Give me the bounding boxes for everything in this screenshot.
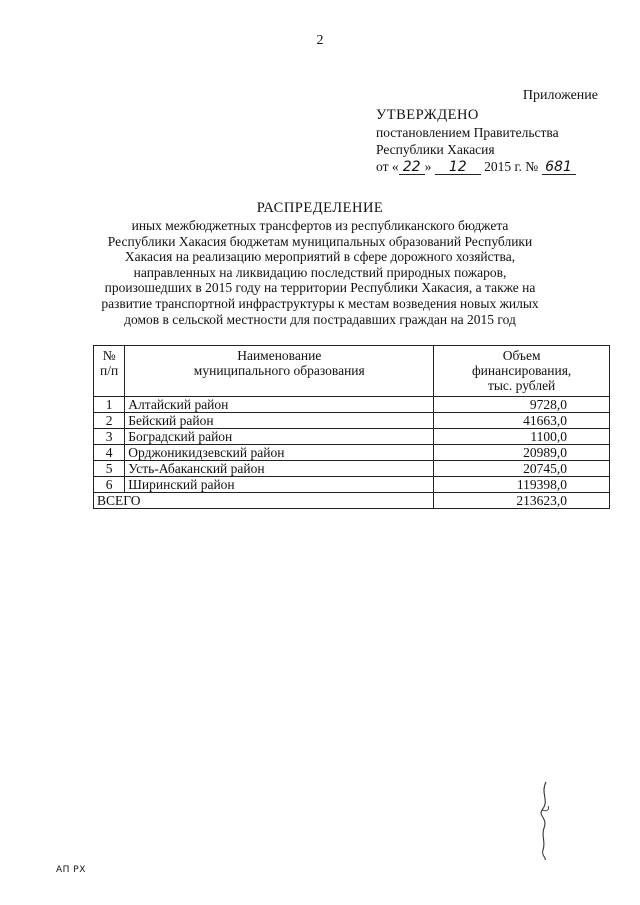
stamp-text: АП РХ [56,865,86,875]
row-name: Усть-Абаканский район [125,461,434,477]
table-body [94,397,610,509]
row-name: Бейский район [125,413,434,429]
date-prefix: от « [376,159,399,174]
document-description: иных межбюджетных трансфертов из республиканского бюджета Республики Хакасия бюджетам муниципальных образований Республики Хакасия на реализацию мероприятий в сфере дорожного хозяйства, направленных на ликвидацию последствий природных пожаров, произошедших в 2015 году на территории Республики Хакасия, а также на развитие транспортной инфраструктуры к местам возведения новых жилых домов в сельской местности для пострадавших граждан на 2015 год [101,218,539,327]
signature-mark [532,780,556,860]
row-amount: 1100,0 [434,429,610,445]
table-row [94,413,610,429]
table-row [94,397,610,413]
approval-block [376,107,576,175]
allocation-table [93,345,610,509]
header-amount: Объем финансирования, тыс. рублей [434,346,610,397]
row-num: 3 [94,429,125,445]
row-num: 2 [94,413,125,429]
table-row [94,445,610,461]
row-num: 4 [94,445,125,461]
table-row [94,429,610,445]
row-num: 6 [94,477,125,493]
document-title: РАСПРЕДЕЛЕНИЕ [256,200,384,216]
header-name: Наименование муниципального образования [125,346,434,397]
approval-date-line [376,158,576,175]
page-number: 2 [316,33,324,48]
approval-heading: УТВЕРЖДЕНО [376,107,479,123]
handwritten-day: 22 [399,160,425,175]
table-row [94,461,610,477]
appendix-label: Приложение [522,88,598,103]
row-amount: 20989,0 [434,445,610,461]
row-amount: 41663,0 [434,413,610,429]
row-amount: 119398,0 [434,477,610,493]
table-row [94,477,610,493]
approval-line-1: постановлением Правительства [376,125,559,140]
table-header-row [94,346,610,397]
handwritten-number: 681 [542,160,576,175]
row-amount: 9728,0 [434,397,610,413]
date-year: 2015 г. № [480,159,539,174]
header-num: № п/п [94,346,125,397]
row-num: 5 [94,461,125,477]
row-name: Орджоникидзевский район [125,445,434,461]
row-name: Боградский район [125,429,434,445]
row-name: Алтайский район [125,397,434,413]
total-label: ВСЕГО [94,493,434,509]
approval-line-2: Республики Хакасия [376,142,495,157]
total-amount: 213623,0 [434,493,610,509]
row-num: 1 [94,397,125,413]
total-row [94,493,610,509]
handwritten-month: 12 [435,160,481,175]
row-name: Ширинский район [125,477,434,493]
row-amount: 20745,0 [434,461,610,477]
date-mid: » [424,159,435,174]
